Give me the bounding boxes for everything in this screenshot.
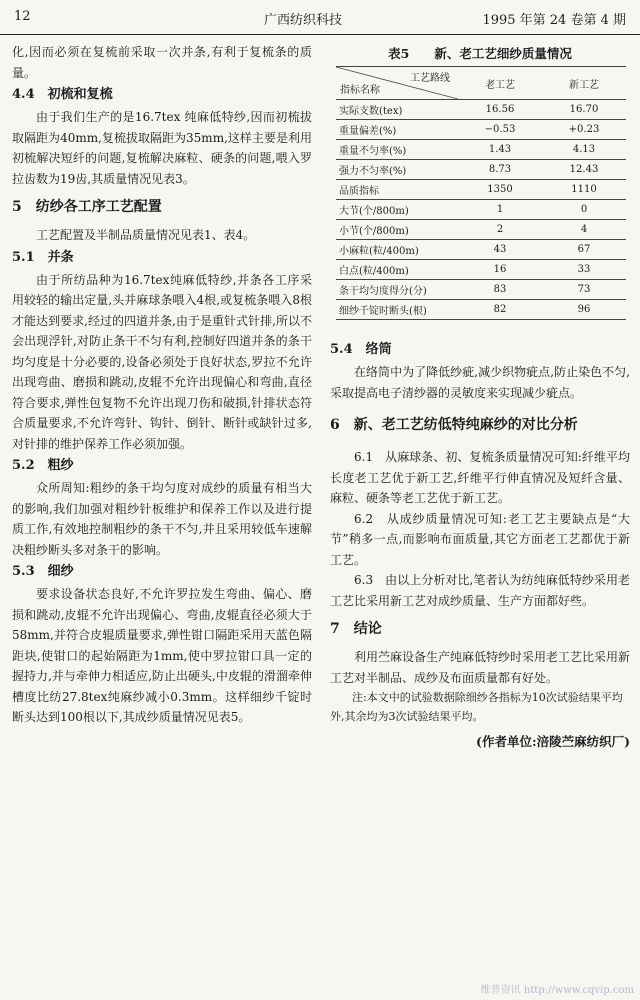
row-label: 重量不匀率(%) xyxy=(336,140,458,160)
table-row xyxy=(336,200,626,220)
row-label: 条干均匀度得分(分) xyxy=(336,280,458,300)
row-label: 白点(粒/400m) xyxy=(336,260,458,280)
table-row xyxy=(336,140,626,160)
value-new: 73 xyxy=(542,280,626,300)
row-label: 大节(个/800m) xyxy=(336,200,458,220)
section-heading: 5.1 并条 xyxy=(12,249,74,265)
value-old: 43 xyxy=(458,240,542,260)
section-heading: 4.4 初梳和复梳 xyxy=(12,87,113,102)
value-old: 16 xyxy=(458,260,542,280)
value-old: 1350 xyxy=(458,180,542,200)
paragraph: 6.3 由以上分析对比,笔者认为纺纯麻低特纱采用老工艺比采用新工艺对成纱质量、生产方面都好些。 xyxy=(330,573,630,608)
row-label: 小节(个/800m) xyxy=(336,220,458,240)
value-new: +0.23 xyxy=(542,120,626,140)
watermark: 维普资讯 http://www.cqvip.com xyxy=(480,985,634,996)
value-new: 16.70 xyxy=(542,100,626,120)
table-caption: 表5 新、老工艺细纱质量情况 xyxy=(388,46,572,61)
row-label: 细纱千锭时断头(根) xyxy=(336,300,458,320)
author-affiliation: (作者单位:涪陵苎麻纺织厂) xyxy=(476,734,630,749)
value-old: 2 xyxy=(458,220,542,240)
diag-top-label: 工艺路线 xyxy=(410,73,450,84)
left-column xyxy=(12,42,312,728)
section-heading: 5.3 细纱 xyxy=(12,564,74,579)
paragraph: 利用苎麻设备生产纯麻低特纱时采用老工艺比采用新工艺对半制品、成纱及布面质量都有好处。 xyxy=(330,650,631,685)
issue-info: 1995 年第 24 卷第 4 期 xyxy=(482,13,626,28)
journal-title: 广西纺织科技 xyxy=(264,13,343,28)
paragraph: 6.2 从成纱质量情况可知:老工艺主要缺点是“大节”稍多一点,而影响布面质量,其它方面老工艺都优于新工艺。 xyxy=(330,511,630,567)
value-old: 16.56 xyxy=(458,100,542,120)
table-body xyxy=(336,100,626,320)
value-old: 8.73 xyxy=(458,160,542,180)
value-new: 33 xyxy=(542,260,626,280)
table-row xyxy=(336,280,626,300)
section-heading: 5 纺纱各工序工艺配置 xyxy=(12,199,162,215)
value-new: 4.13 xyxy=(542,140,626,160)
value-new: 4 xyxy=(542,220,626,240)
value-old: 1 xyxy=(458,200,542,220)
value-new: 1110 xyxy=(542,180,626,200)
row-label: 小麻粒(粒/400m) xyxy=(336,240,458,260)
row-label: 品质指标 xyxy=(336,180,458,200)
table-row xyxy=(336,120,626,140)
table-row xyxy=(336,240,626,260)
row-label: 重量偏差(%) xyxy=(336,120,458,140)
section-heading: 6 新、老工艺纺低特纯麻纱的对比分析 xyxy=(330,417,578,433)
table-row xyxy=(336,260,626,280)
value-new: 67 xyxy=(542,240,626,260)
paragraph: 6.1 从麻球条、初、复梳条质量情况可知:纤维平均长度老工艺优于新工艺,纤维平行伸直情况及短纤含量、麻粒、硬条等老工艺优于新工艺。 xyxy=(330,450,630,505)
paragraph: 由于我们生产的是16.7tex 纯麻低特纱,因而初梳拔取隔距为40mm,复梳拔取隔距为35mm,这样主要是利用初梳解决短纤的问题,复梳解决麻粒、硬条的问题,喂入罗拉齿数为19齿,其质量情况见表3。 xyxy=(12,110,312,186)
row-label: 实际支数(tex) xyxy=(336,100,458,120)
paragraph: 在络筒中为了降低纱疵,减少织物疵点,防止染色不匀,采取提高电子清纱器的灵敏度来实现减少疵点。 xyxy=(330,365,630,400)
paragraph: 要求设备状态良好,不允许罗拉发生弯曲、偏心、磨损和跳动,皮辊不允许出现偏心、弯曲,皮辊直径必须大于58mm,并符合皮辊质量要求,弹性钳口隔距采用天蓝色隔距块,使钳口的起始隔距为1mm,使中罗拉钳口具一定的握持力,并与牵伸力相适应,防止出硬头,中皮辊的滑溜牵伸槽度比纺27.8tex纯麻纱减小0.3mm。这样细纱千锭时断头达到100根以下,其成纱质量情况见表5。 xyxy=(12,587,312,724)
section-heading: 5.4 络筒 xyxy=(330,342,392,357)
section-heading: 7 结论 xyxy=(330,621,382,637)
value-new: 12.43 xyxy=(542,160,626,180)
table-row xyxy=(336,160,626,180)
column-header-new: 新工艺 xyxy=(542,67,626,100)
page-number: 12 xyxy=(14,9,31,24)
value-old: 83 xyxy=(458,280,542,300)
paragraph: 化,因而必须在复梳前采取一次并条,有利于复梳条的质量。 xyxy=(12,45,312,80)
footnote: 注:本文中的试验数据除细纱各指标为10次试验结果平均外,其余均为3次试验结果平均。 xyxy=(330,691,623,723)
running-header xyxy=(0,0,640,35)
paragraph: 工艺配置及半制品质量情况见表1、表4。 xyxy=(36,228,256,242)
table-row xyxy=(336,300,626,320)
right-column xyxy=(330,42,630,750)
table-row xyxy=(336,180,626,200)
section-heading: 5.2 粗纱 xyxy=(12,458,74,473)
quality-table xyxy=(336,66,626,320)
value-old: −0.53 xyxy=(458,120,542,140)
value-new: 96 xyxy=(542,300,626,320)
paragraph: 由于所纺品种为16.7tex纯麻低特纱,并条各工序采用较轻的输出定量,头并麻球条喂入4根,或复梳条喂入8根才能达到要求,经过的四道并条,由于是重针式针排,所以不会出现浮针,对防止条干不匀有利,控制好四道并条的条干均匀度是十分必要的,设备必须处于良好状态,罗拉不允许出现弯曲、磨损和跳动,皮辊不允许出现偏心和弯曲,直径符合要求,弹性包复物不允许出现刀伤和破损,针排状态符合质量要求,不允许弯针、钩针、倒针、断针或缺针过多,对针排的维护保养工作必须加强。 xyxy=(12,272,312,451)
table-row xyxy=(336,220,626,240)
value-new: 0 xyxy=(542,200,626,220)
table-row xyxy=(336,100,626,120)
diagonal-header-cell xyxy=(336,67,458,100)
value-old: 1.43 xyxy=(458,140,542,160)
paragraph: 众所周知:粗纱的条干均匀度对成纱的质量有相当大的影响,我们加强对粗纱针板维护和保养工作以及进行提质工作,有效地控制粗纱的条干不匀,并且采用较低车速解决粗纱断头多对条干的影响。 xyxy=(12,481,312,557)
row-label: 强力不匀率(%) xyxy=(336,160,458,180)
column-header-old: 老工艺 xyxy=(458,67,542,100)
value-old: 82 xyxy=(458,300,542,320)
diag-bottom-label: 指标名称 xyxy=(340,85,380,96)
